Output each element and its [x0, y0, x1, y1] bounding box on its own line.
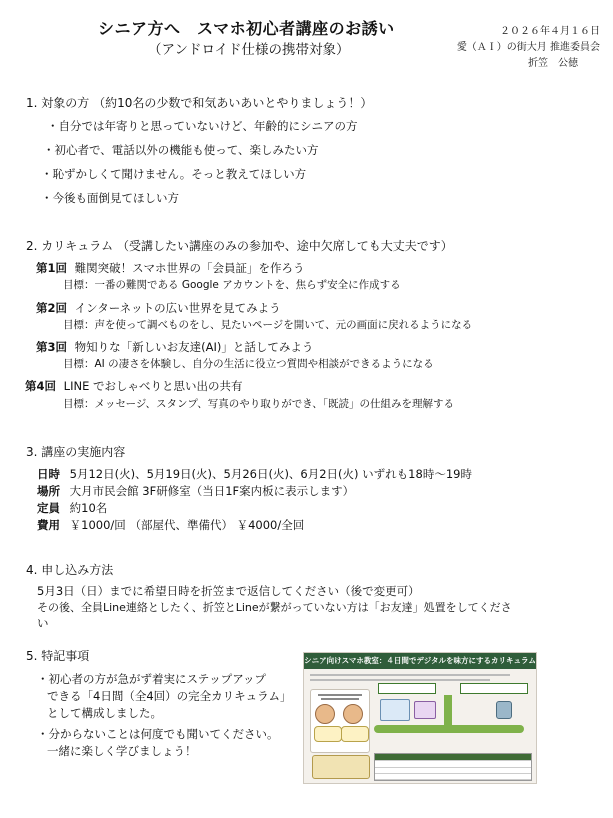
- lesson-4: [25, 378, 243, 394]
- lesson-title: 物知りな「新しいお友達(AI)」と話してみよう: [74, 340, 314, 354]
- section1-item: ・恥ずかしくて聞けません。そっと教えてほしい方: [41, 167, 307, 181]
- infographic-table: [374, 753, 532, 781]
- lesson-goal: 目標：一番の難関である Google アカウントを、焦らず安全に作成する: [63, 279, 401, 291]
- application-line: い: [37, 616, 49, 630]
- path-graphic: [444, 695, 452, 731]
- lesson-title: 難関突破！スマホ世界の「会員証」を作ろう: [74, 261, 305, 275]
- detail-row-place: [37, 483, 354, 499]
- infographic-left-panel: [310, 689, 370, 753]
- detail-row-date: [37, 466, 472, 482]
- lesson-3: [36, 339, 313, 355]
- lesson-1: [36, 260, 304, 276]
- speech-bubble-icon: [314, 726, 342, 742]
- detail-row-capacity: [37, 500, 107, 516]
- step-box: [378, 683, 436, 694]
- header-author: 折笠 公徳: [528, 58, 578, 69]
- browser-icon: [380, 699, 410, 721]
- detail-label: 場所: [37, 484, 60, 498]
- detail-value: ￥1000/回 （部屋代、準備代） ￥4000/全回: [69, 518, 305, 532]
- note-line: として構成しました。: [47, 706, 162, 720]
- note-line: できる「4日間（全4回）の完全カリキュラム」: [47, 689, 292, 703]
- section1-item: ・自分では年寄りと思っていないけど、年齢的にシニアの方: [47, 119, 358, 133]
- section3-heading: 3. 講座の実施内容: [26, 445, 126, 459]
- tip-box: [312, 755, 370, 779]
- curriculum-infographic: [303, 652, 537, 784]
- note-line: ・初心者の方が急がず着実にステップアップ: [37, 672, 266, 686]
- robot-icon: [496, 701, 512, 719]
- lesson-number: 第2回: [36, 301, 68, 315]
- lesson-2: [36, 300, 281, 316]
- note-line: ・分からないことは何度でも聞いてください。: [37, 727, 279, 741]
- infographic-fine-print: [310, 672, 530, 681]
- detail-value: 約10名: [69, 501, 108, 515]
- table-row: [375, 754, 531, 761]
- lesson-number: 第3回: [36, 340, 68, 354]
- lesson-title: LINE でおしゃべりと思い出の共有: [63, 379, 243, 393]
- lesson-number: 第4回: [25, 379, 57, 393]
- senior-face-icon: [343, 704, 363, 724]
- section1-heading: 1. 対象の方 （約10名の少数で和気あいあいとやりましょう！）: [26, 96, 373, 110]
- phone-icon: [414, 701, 436, 719]
- table-row: [375, 773, 531, 780]
- infographic-panel-caption: [313, 692, 367, 700]
- detail-value: 大月市民会館 3F研修室（当日1F案内板に表示します）: [69, 484, 355, 498]
- senior-face-icon: [315, 704, 335, 724]
- page-subtitle: （アンドロイド仕様の携帯対象）: [148, 42, 350, 58]
- header-meta: [440, 24, 600, 72]
- application-line: その後、全員Line連絡としたく、折笠とLineが繋がっていない方は「お友達」処置をしてくださ: [37, 601, 512, 614]
- infographic-title: シニア向けスマホ教室：４日間でデジタルを味方にするカリキュラム: [304, 653, 536, 669]
- detail-label: 日時: [37, 467, 60, 481]
- detail-value: 5月12日(火)、5月19日(火)、5月26日(火)、6月2日(火) いずれも18時～19時: [69, 467, 472, 481]
- detail-label: 費用: [37, 518, 60, 532]
- step-box: [460, 683, 528, 694]
- header-organization: 愛（ＡＩ）の街大月 推進委員会: [456, 42, 600, 53]
- lesson-goal: 目標：声を使って調べものをし、見たいページを開いて、元の画面に戻れるようになる: [63, 319, 473, 331]
- lesson-goal: 目標：メッセージ、スタンプ、写真のやり取りができ、「既読」の仕組みを理解する: [63, 398, 455, 410]
- lesson-title: インターネットの広い世界を見てみよう: [74, 301, 281, 315]
- application-line: 5月3日（日）までに希望日時を折笠まで返信してください（後で変更可）: [37, 584, 420, 598]
- header-date: ２０２６年４月１６日: [500, 26, 600, 37]
- speech-bubble-icon: [341, 726, 369, 742]
- page-title: シニア方へ スマホ初心者講座のお誘い: [98, 19, 395, 38]
- section4-heading: 4. 申し込み方法: [26, 563, 114, 577]
- note-line: 一緒に楽しく学びましょう！: [47, 744, 197, 758]
- lesson-goal: 目標：AI の凄さを体験し、自分の生活に役立つ質問や相談ができるようになる: [63, 358, 434, 370]
- section5-heading: 5. 特記事項: [26, 649, 90, 663]
- section1-item: ・今後も面倒見てほしい方: [41, 191, 179, 205]
- section1-item: ・初心者で、電話以外の機能も使って、楽しみたい方: [43, 143, 319, 157]
- detail-row-fee: [37, 517, 304, 533]
- section2-heading: 2. カリキュラム （受講したい講座のみの参加や、途中欠席しても大丈夫です）: [26, 239, 453, 253]
- lesson-number: 第1回: [36, 261, 68, 275]
- detail-label: 定員: [37, 501, 60, 515]
